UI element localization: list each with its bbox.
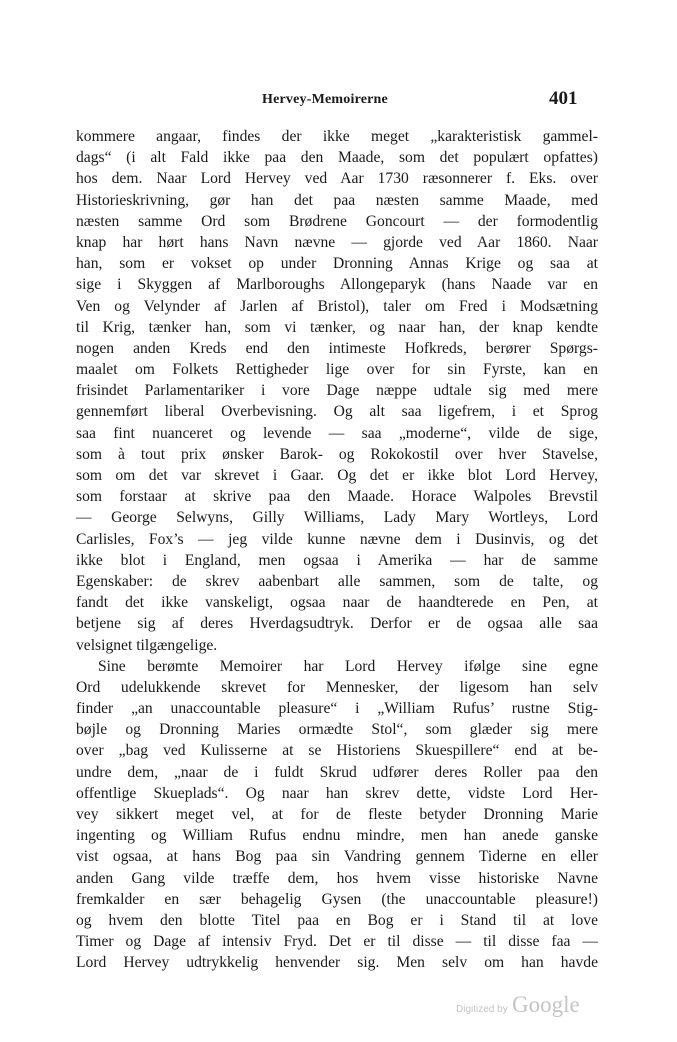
text-line: gennemført liberal Overbevisning. Og alt saa ligefrem, i et Sprog <box>76 403 598 421</box>
text-line: knap har hørt hans Navn nævne — gjorde ved Aar 1860. Naar <box>76 233 598 251</box>
text-line: finder „an unaccountable pleasure“ i „William Rufus’ rustne Stig- <box>76 700 598 718</box>
text-line: Carlisles, Fox’s — jeg vilde kunne nævne dem i Dusinvis, og det <box>76 530 598 548</box>
running-head <box>0 88 677 118</box>
text-line: sige i Skyggen af Marlboroughs Allongeparyk (hans Naade var en <box>76 276 598 294</box>
text-line: til Krig, tænker han, som vi tænker, og naar han, der knap kendte <box>76 318 598 336</box>
text-line: vey sikkert meget vel, at for de fleste betyder Dronning Marie <box>76 806 598 823</box>
text-line: kommere angaar, findes der ikke meget „karakteristisk gammel- <box>76 128 598 145</box>
text-line: hos dem. Naar Lord Hervey ved Aar 1730 ræsonnerer f. Eks. over <box>76 170 598 188</box>
text-line: betjene sig af deres Hverdagsudtryk. Derfor er de ogsaa alle saa <box>76 615 598 633</box>
text-line: anden Gang vilde træffe dem, hos hvem visse historiske Navne <box>76 869 598 887</box>
text-line: ingenting og William Rufus endnu mindre, men han anede ganske <box>76 827 598 845</box>
text-line: han, som er vokset op under Dronning Annas Krige og saa at <box>76 255 598 273</box>
text-line: Sine berømte Memoirer har Lord Hervey ifølge sine egne <box>98 657 598 675</box>
watermark-prefix: Digitized by <box>456 1004 508 1015</box>
digitized-watermark <box>456 992 616 1022</box>
google-logo: Google <box>512 992 580 1017</box>
text-line: fremkalder en sær behagelig Gysen (the unaccountable pleasure!) <box>76 890 598 908</box>
text-line: undre dem, „naar de i fuldt Skrud udfører deres Roller paa den <box>76 763 598 781</box>
text-line: som à tout prix ønsker Barok- og Rokokostil over hver Stavelse, <box>76 445 598 463</box>
body-text <box>76 126 598 974</box>
text-line: ikke blot i England, men ogsaa i Amerika — har de samme <box>76 551 598 569</box>
text-line: som om det var skrevet i Gaar. Og det er ikke blot Lord Hervey, <box>76 467 598 484</box>
text-line: dags“ (i alt Fald ikke paa den Maade, som det populært opfattes) <box>76 149 598 167</box>
text-line: Ven og Velynder af Jarlen af Bristol), taler om Fred i Modsætning <box>76 297 598 315</box>
text-line: som forstaar at skrive paa den Maade. Horace Walpoles Brevstil <box>76 488 598 506</box>
text-line: velsignet tilgængelige. <box>76 636 218 654</box>
text-line: Historieskrivning, gør han det paa næsten samme Maade, med <box>76 191 598 209</box>
running-title: Hervey-Memoirerne <box>262 92 388 107</box>
page-number: 401 <box>549 88 578 109</box>
text-line: saa fint nuanceret og levende — saa „moderne“, vilde de sige, <box>76 424 598 442</box>
text-line: og hvem den blotte Titel paa en Bog er i Stand til at love <box>76 911 598 929</box>
text-line: fandt det ikke vanskeligt, ogsaa naar de haandterede en Pen, at <box>76 594 598 612</box>
text-line: Timer og Dage af intensiv Fryd. Det er til disse — til disse faa — <box>76 933 598 951</box>
text-line: — George Selwyns, Gilly Williams, Lady Mary Wortleys, Lord <box>76 509 598 527</box>
text-line: Lord Hervey udtrykkelig henvender sig. Men selv om han havde <box>76 954 598 972</box>
text-line: næsten samme Ord som Brødrene Goncourt — der formodentlig <box>76 212 598 230</box>
text-line: nogen anden Kreds end den intimeste Hofkreds, berører Spørgs- <box>76 339 598 357</box>
text-line: maalet om Folkets Rettigheder lige over for sin Fyrste, kan en <box>76 361 598 379</box>
text-line: vist ogsaa, at hans Bog paa sin Vandring gennem Tiderne en eller <box>76 848 598 866</box>
text-line: frisindet Parlamentariker i vore Dage næppe udtale sig med mere <box>76 382 598 400</box>
text-line: Ord udelukkende skrevet for Mennesker, der ligesom han selv <box>76 678 598 696</box>
text-line: over „bag ved Kulisserne at se Historiens Skuespillere“ end at be- <box>76 742 598 760</box>
text-line: bøjle og Dronning Maries ormædte Stol“, som glæder sig mere <box>76 721 598 739</box>
text-line: offentlige Skueplads“. Og naar han skrev dette, vidste Lord Her- <box>76 784 598 802</box>
text-line: Egenskaber: de skrev aabenbart alle sammen, som de talte, og <box>76 572 598 590</box>
